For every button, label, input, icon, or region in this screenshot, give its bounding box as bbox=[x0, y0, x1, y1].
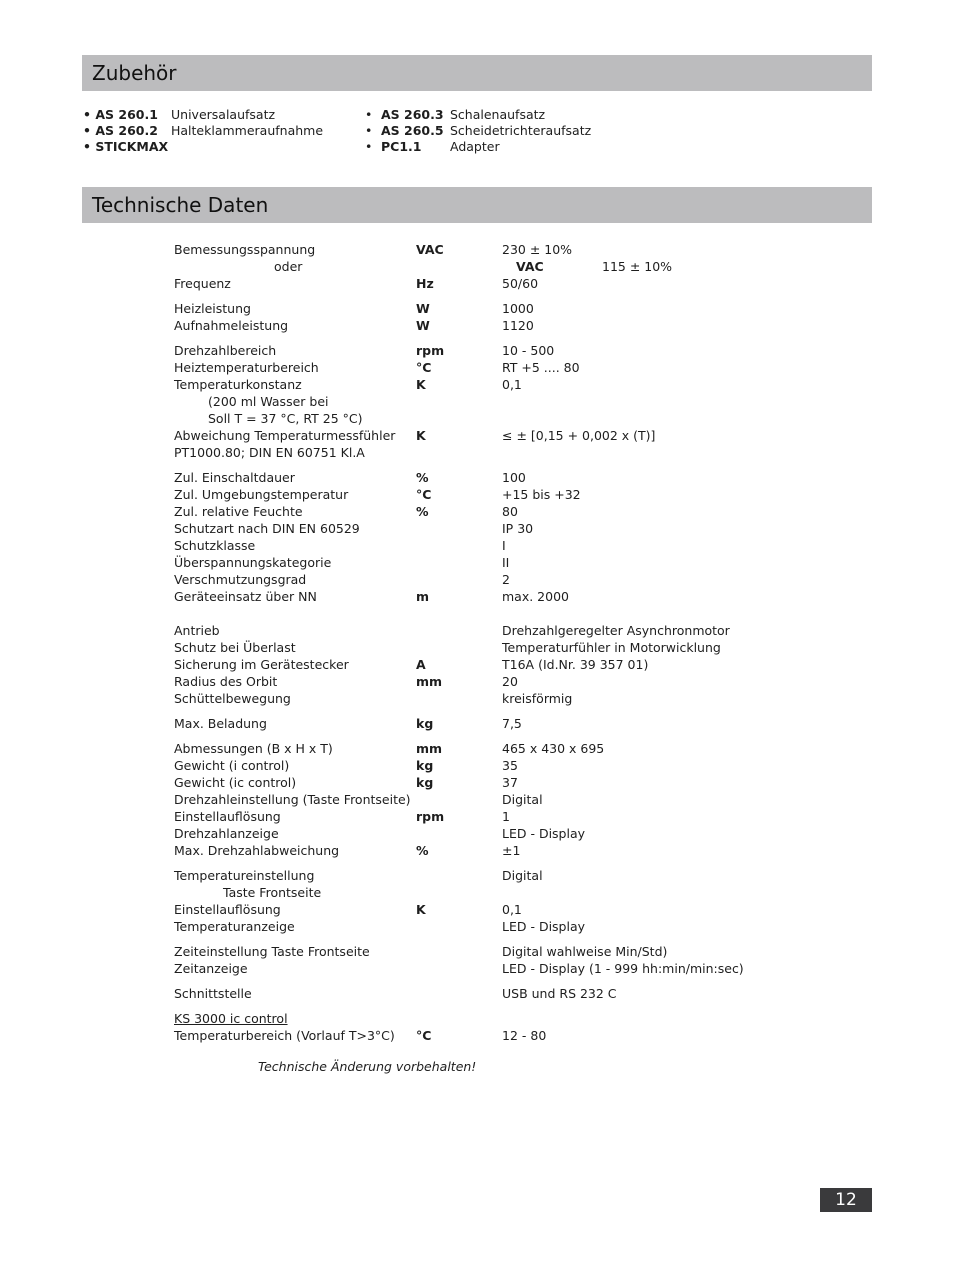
spec-label: Max. Beladung bbox=[174, 716, 267, 731]
spec-row bbox=[174, 985, 774, 1002]
spec-value bbox=[502, 444, 774, 461]
accessory-item bbox=[83, 123, 323, 139]
accessory-item bbox=[365, 107, 591, 123]
spec-value: max. 2000 bbox=[502, 589, 569, 604]
spec-label: Drehzahleinstellung (Taste Frontseite) bbox=[174, 792, 411, 807]
spec-value: +15 bis +32 bbox=[502, 487, 581, 502]
spec-unit bbox=[416, 985, 502, 1002]
spec-group bbox=[174, 300, 774, 334]
spec-value: 2 bbox=[502, 572, 510, 587]
accessory-code: AS 260.3 bbox=[381, 107, 444, 122]
spec-unit: % bbox=[416, 504, 429, 519]
accessory-desc: Schalenaufsatz bbox=[450, 107, 546, 122]
spec-label: Gewicht (i control) bbox=[174, 758, 290, 773]
spec-value: ±1 bbox=[502, 843, 521, 858]
spec-row bbox=[174, 444, 774, 461]
spec-label: Heizleistung bbox=[174, 301, 251, 316]
spec-value bbox=[536, 410, 774, 427]
spec-unit: mm bbox=[416, 674, 443, 689]
spec-table bbox=[174, 241, 774, 1052]
accessory-desc: Universalaufsatz bbox=[171, 107, 276, 122]
spec-value: 12 - 80 bbox=[502, 1028, 547, 1043]
spec-group bbox=[174, 1010, 774, 1044]
footnote: Technische Änderung vorbehalten! bbox=[258, 1059, 477, 1074]
spec-label: Schnittstelle bbox=[174, 986, 252, 1001]
spec-value: ≤ ± [0,15 + 0,002 x (T)] bbox=[502, 428, 656, 443]
spec-row bbox=[174, 901, 774, 918]
spec-unit bbox=[416, 444, 502, 461]
spec-group bbox=[174, 622, 774, 707]
spec-label: Max. Drehzahlabweichung bbox=[174, 843, 340, 858]
spec-unit: °C bbox=[416, 360, 432, 375]
spec-row bbox=[174, 884, 774, 901]
spec-row bbox=[174, 740, 774, 757]
spec-unit bbox=[416, 690, 502, 707]
spec-row bbox=[174, 537, 774, 554]
spec-unit: Hz bbox=[416, 276, 434, 291]
spec-value: Drehzahlgeregelter Asynchronmotor bbox=[502, 623, 730, 638]
spec-row bbox=[174, 503, 774, 520]
spec-value: 7,5 bbox=[502, 716, 522, 731]
spec-unit: rpm bbox=[416, 343, 445, 358]
spec-row bbox=[174, 410, 774, 427]
spec-unit bbox=[416, 791, 502, 808]
spec-row bbox=[174, 300, 774, 317]
spec-value: 115 ± 10% bbox=[602, 259, 673, 274]
spec-row bbox=[174, 639, 774, 656]
accessories-list-right bbox=[365, 107, 591, 155]
spec-unit: kg bbox=[416, 758, 434, 773]
section-header-zubehoer bbox=[82, 55, 872, 91]
spec-group bbox=[174, 715, 774, 732]
spec-unit bbox=[416, 943, 502, 960]
spec-value: LED - Display bbox=[502, 826, 586, 841]
spec-value: 465 x 430 x 695 bbox=[502, 741, 605, 756]
accessory-item bbox=[365, 123, 591, 139]
accessories-list-left bbox=[83, 107, 323, 155]
accessory-item bbox=[83, 139, 323, 155]
spec-unit: VAC bbox=[416, 242, 444, 257]
spec-unit bbox=[416, 960, 502, 977]
bullet: • bbox=[365, 107, 373, 122]
accessory-code: PC1.1 bbox=[381, 139, 422, 154]
spec-value: USB und RS 232 C bbox=[502, 986, 617, 1001]
accessory-code: • AS 260.2 bbox=[83, 123, 158, 138]
spec-unit: kg bbox=[416, 775, 434, 790]
spec-unit: W bbox=[416, 301, 430, 316]
spec-row bbox=[174, 520, 774, 537]
spec-unit bbox=[416, 571, 502, 588]
spec-row bbox=[174, 359, 774, 376]
spec-label: Zul. Umgebungstemperatur bbox=[174, 487, 349, 502]
spec-label: Einstellauflösung bbox=[174, 809, 281, 824]
section-header-technische-daten bbox=[82, 187, 872, 223]
spec-unit: °C bbox=[416, 1028, 432, 1043]
spec-row bbox=[174, 469, 774, 486]
accessory-code: • AS 260.1 bbox=[83, 107, 158, 122]
spec-unit: VAC bbox=[516, 259, 544, 274]
spec-row bbox=[174, 791, 774, 808]
spec-unit bbox=[416, 554, 502, 571]
spec-row bbox=[174, 918, 774, 935]
spec-row bbox=[174, 757, 774, 774]
spec-row bbox=[174, 393, 774, 410]
spec-row bbox=[174, 774, 774, 791]
spec-row bbox=[174, 342, 774, 359]
spec-label: Temperaturkonstanz bbox=[174, 377, 302, 392]
accessory-code: AS 260.5 bbox=[381, 123, 444, 138]
spec-unit: rpm bbox=[416, 809, 445, 824]
spec-label: Abmessungen (B x H x T) bbox=[174, 741, 333, 756]
spec-unit bbox=[416, 1010, 502, 1027]
spec-label: Zul. relative Feuchte bbox=[174, 504, 303, 519]
spec-label: Temperaturanzeige bbox=[174, 919, 295, 934]
spec-value: 20 bbox=[502, 674, 518, 689]
spec-value: 50/60 bbox=[502, 276, 539, 291]
spec-row bbox=[174, 867, 774, 884]
spec-value: Digital bbox=[502, 868, 543, 883]
accessory-desc: Scheidetrichteraufsatz bbox=[450, 123, 592, 138]
spec-label: Abweichung Temperaturmessfühler bbox=[174, 428, 396, 443]
spec-row bbox=[174, 427, 774, 444]
spec-row bbox=[174, 656, 774, 673]
spec-label: Zul. Einschaltdauer bbox=[174, 470, 295, 485]
spec-row bbox=[174, 317, 774, 334]
spec-unit bbox=[416, 918, 502, 935]
spec-label: Gewicht (ic control) bbox=[174, 775, 297, 790]
spec-group bbox=[174, 342, 774, 461]
spec-label: Geräteeinsatz über NN bbox=[174, 589, 317, 604]
spec-value: kreisförmig bbox=[502, 691, 573, 706]
spec-label: Temperaturbereich (Vorlauf T>3°C) bbox=[174, 1028, 395, 1043]
spec-value: Digital wahlweise Min/Std) bbox=[502, 944, 668, 959]
spec-unit: m bbox=[416, 589, 430, 604]
spec-unit: % bbox=[416, 470, 429, 485]
spec-label: Drehzahlbereich bbox=[174, 343, 277, 358]
spec-unit: K bbox=[416, 428, 426, 443]
spec-value: 10 - 500 bbox=[502, 343, 555, 358]
spec-group bbox=[174, 241, 774, 292]
bullet: • bbox=[365, 123, 373, 138]
spec-label: Radius des Orbit bbox=[174, 674, 278, 689]
spec-unit bbox=[416, 639, 502, 656]
spec-value bbox=[502, 1010, 774, 1027]
spec-label: Frequenz bbox=[174, 276, 231, 291]
spec-unit: K bbox=[416, 377, 426, 392]
spec-row bbox=[174, 376, 774, 393]
spec-value bbox=[551, 884, 774, 901]
spec-row bbox=[174, 943, 774, 960]
spec-unit bbox=[450, 393, 536, 410]
spec-unit: kg bbox=[416, 716, 434, 731]
accessory-desc: Halteklammeraufnahme bbox=[171, 123, 324, 138]
spec-label: PT1000.80; DIN EN 60751 Kl.A bbox=[174, 445, 365, 460]
spec-value: II bbox=[502, 555, 510, 570]
spec-value: 1120 bbox=[502, 318, 534, 333]
spec-value: T16A (Id.Nr. 39 357 01) bbox=[502, 657, 649, 672]
spec-group bbox=[174, 867, 774, 935]
spec-row bbox=[174, 1027, 774, 1044]
spec-row bbox=[174, 275, 774, 292]
spec-value: 1000 bbox=[502, 301, 534, 316]
spec-unit: mm bbox=[416, 741, 443, 756]
spec-unit: W bbox=[416, 318, 430, 333]
spec-group bbox=[174, 469, 774, 605]
spec-row bbox=[174, 808, 774, 825]
spec-label: Schutzart nach DIN EN 60529 bbox=[174, 521, 360, 536]
spec-row bbox=[174, 554, 774, 571]
spec-label: Temperatureinstellung bbox=[174, 868, 315, 883]
spec-unit bbox=[450, 410, 536, 427]
spec-label: (200 ml Wasser bei bbox=[208, 394, 329, 409]
spec-label: oder bbox=[274, 259, 303, 274]
spec-value: 37 bbox=[502, 775, 518, 790]
accessory-code: • STICKMAX bbox=[83, 139, 169, 154]
spec-row bbox=[174, 673, 774, 690]
spec-value: 35 bbox=[502, 758, 518, 773]
spec-row bbox=[174, 690, 774, 707]
spec-label: Antrieb bbox=[174, 623, 220, 638]
spec-unit: % bbox=[416, 843, 429, 858]
spec-group bbox=[174, 943, 774, 977]
spec-value: LED - Display (1 - 999 hh:min/min:sec) bbox=[502, 961, 744, 976]
accessory-item bbox=[83, 107, 323, 123]
spec-label: Verschmutzungsgrad bbox=[174, 572, 307, 587]
spec-row bbox=[174, 258, 774, 275]
bullet: • bbox=[365, 139, 373, 154]
spec-label: Überspannungskategorie bbox=[174, 555, 332, 570]
spec-label: Sicherung im Gerätestecker bbox=[174, 657, 349, 672]
section-title: Zubehör bbox=[92, 61, 177, 85]
spec-label: Einstellauflösung bbox=[174, 902, 281, 917]
spec-label: Drehzahlanzeige bbox=[174, 826, 279, 841]
spec-label: KS 3000 ic control bbox=[174, 1011, 288, 1026]
spec-unit: °C bbox=[416, 487, 432, 502]
spec-label: Zeiteinstellung Taste Frontseite bbox=[174, 944, 370, 959]
spec-unit: K bbox=[416, 902, 426, 917]
spec-label: Bemessungsspannung bbox=[174, 242, 316, 257]
spec-value: 0,1 bbox=[502, 377, 522, 392]
spec-row bbox=[174, 622, 774, 639]
spec-value: 1 bbox=[502, 809, 510, 824]
spec-label: Heiztemperaturbereich bbox=[174, 360, 319, 375]
spec-value: 0,1 bbox=[502, 902, 522, 917]
page-number: 12 bbox=[820, 1188, 872, 1212]
spec-value: Digital bbox=[502, 792, 543, 807]
accessory-item bbox=[365, 139, 591, 155]
spec-row bbox=[174, 241, 774, 258]
spec-row bbox=[174, 842, 774, 859]
spec-unit bbox=[416, 622, 502, 639]
spec-unit bbox=[416, 537, 502, 554]
spec-unit bbox=[416, 520, 502, 537]
spec-row bbox=[174, 571, 774, 588]
spec-unit bbox=[465, 884, 551, 901]
spec-label: Soll T = 37 °C, RT 25 °C) bbox=[208, 411, 363, 426]
spec-unit bbox=[416, 867, 502, 884]
section-title: Technische Daten bbox=[92, 193, 269, 217]
spec-value: Temperaturfühler in Motorwicklung bbox=[502, 640, 721, 655]
spec-label: Taste Frontseite bbox=[223, 885, 322, 900]
spec-value: 80 bbox=[502, 504, 518, 519]
spec-row bbox=[174, 1010, 774, 1027]
spec-unit: A bbox=[416, 657, 426, 672]
spec-row bbox=[174, 486, 774, 503]
spec-row bbox=[174, 588, 774, 605]
spec-value: 230 ± 10% bbox=[502, 242, 573, 257]
spec-label: Schutzklasse bbox=[174, 538, 256, 553]
spec-group bbox=[174, 740, 774, 859]
spec-label: Zeitanzeige bbox=[174, 961, 248, 976]
spec-value: 100 bbox=[502, 470, 526, 485]
spec-value: LED - Display bbox=[502, 919, 586, 934]
spec-label: Schutz bei Überlast bbox=[174, 640, 296, 655]
spec-label: Aufnahmeleistung bbox=[174, 318, 289, 333]
spec-value: IP 30 bbox=[502, 521, 534, 536]
spec-row bbox=[174, 715, 774, 732]
spec-unit bbox=[416, 825, 502, 842]
accessory-desc: Adapter bbox=[450, 139, 500, 154]
spec-row bbox=[174, 825, 774, 842]
spec-row bbox=[174, 960, 774, 977]
spec-value bbox=[536, 393, 774, 410]
spec-value: RT +5 .... 80 bbox=[502, 360, 580, 375]
spec-group bbox=[174, 985, 774, 1002]
spec-label: Schüttelbewegung bbox=[174, 691, 291, 706]
spec-value: I bbox=[502, 538, 506, 553]
